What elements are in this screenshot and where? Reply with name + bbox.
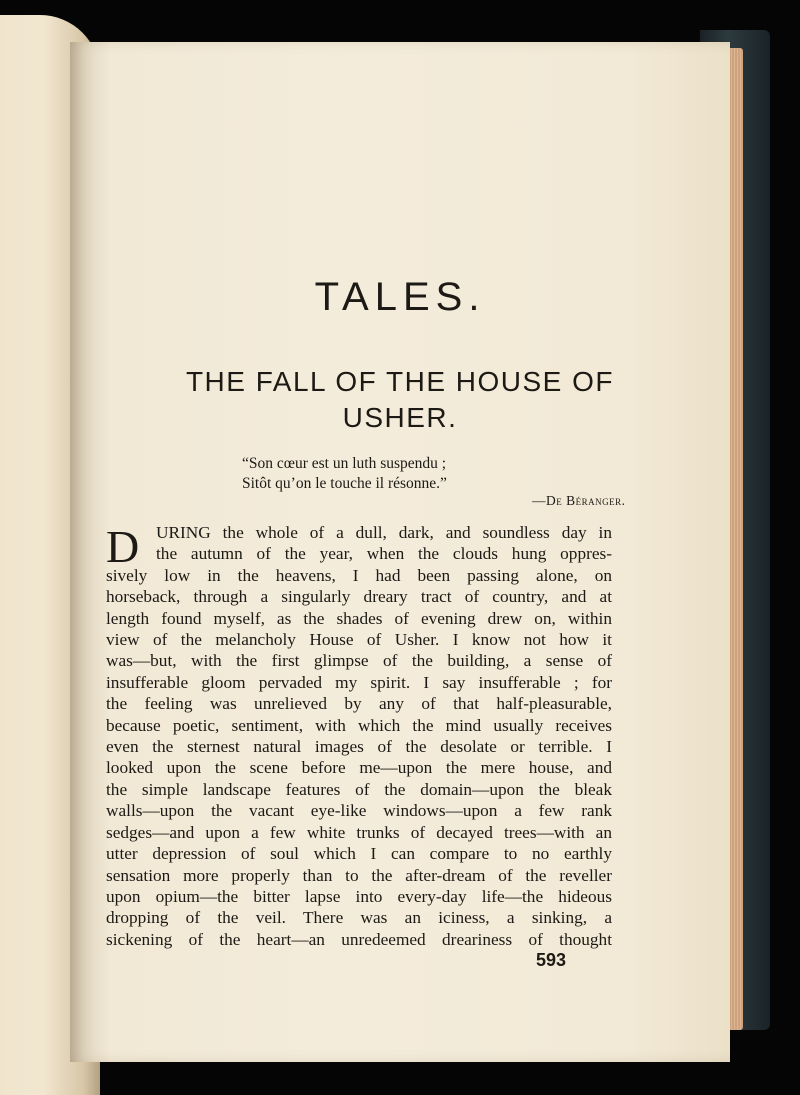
- story-title-line-1: THE FALL OF THE HOUSE OF: [185, 366, 615, 397]
- text-line: looked upon the scene before me—upon the mere house, and: [106, 758, 612, 778]
- text-line: length found myself, as the shades of evening drew on, within: [106, 608, 612, 628]
- book-page: [70, 42, 730, 1062]
- page-content: [70, 42, 730, 1062]
- text-line: the simple landscape features of the domain—upon the bleak: [106, 779, 612, 799]
- text-line: the autumn of the year, when the clouds hung oppres-: [156, 544, 612, 564]
- text-line: upon opium—the bitter lapse into every-day life—the hideous: [106, 886, 612, 906]
- story-title-line-2: USHER.: [342, 402, 458, 433]
- text-line: view of the melancholy House of Usher. I know not how it: [106, 630, 612, 650]
- section-title: TALES.: [314, 275, 486, 319]
- text-line: URING the whole of a dull, dark, and soundless day in: [156, 523, 612, 542]
- text-line: the feeling was unrelieved by any of that half-pleasurable,: [106, 694, 612, 714]
- text-line: dropping of the veil. There was an iciness, a sinking, a: [106, 908, 612, 928]
- body-text: [106, 522, 612, 950]
- text-line: horseback, through a singularly dreary tract of country, and at: [106, 587, 612, 607]
- text-line: sensation more properly than to the after-dream of the reveller: [106, 865, 612, 885]
- text-line: insufferable gloom pervaded my spirit. I say insufferable ; for: [106, 672, 612, 692]
- text-line: sedges—and upon a few white trunks of decayed trees—with an: [106, 822, 612, 842]
- text-line: was—but, with the first glimpse of the building, a sense of: [106, 651, 612, 671]
- epigraph-line-1: “Son cœur est un luth suspendu ;: [242, 455, 447, 472]
- text-line: even the sternest natural images of the desolate or terrible. I: [106, 737, 612, 757]
- text-line: walls—upon the vacant eye-like windows—upon a few rank: [106, 801, 612, 821]
- text-line: sickening of the heart—an unredeemed dreariness of thought: [106, 929, 612, 949]
- epigraph-attribution: —De Béranger.: [532, 493, 626, 508]
- epigraph-line-2: Sitôt qu’on le touche il résonne.”: [242, 475, 447, 492]
- epigraph: [242, 454, 447, 494]
- drop-cap: D: [106, 521, 140, 572]
- text-line: sively low in the heavens, I had been passing alone, on: [106, 565, 612, 585]
- text-line: utter depression of soul which I can compare to no earthly: [106, 844, 612, 864]
- page-number: 593: [536, 950, 567, 970]
- story-title: [70, 364, 730, 436]
- text-line: because poetic, sentiment, with which the mind usually receives: [106, 715, 612, 735]
